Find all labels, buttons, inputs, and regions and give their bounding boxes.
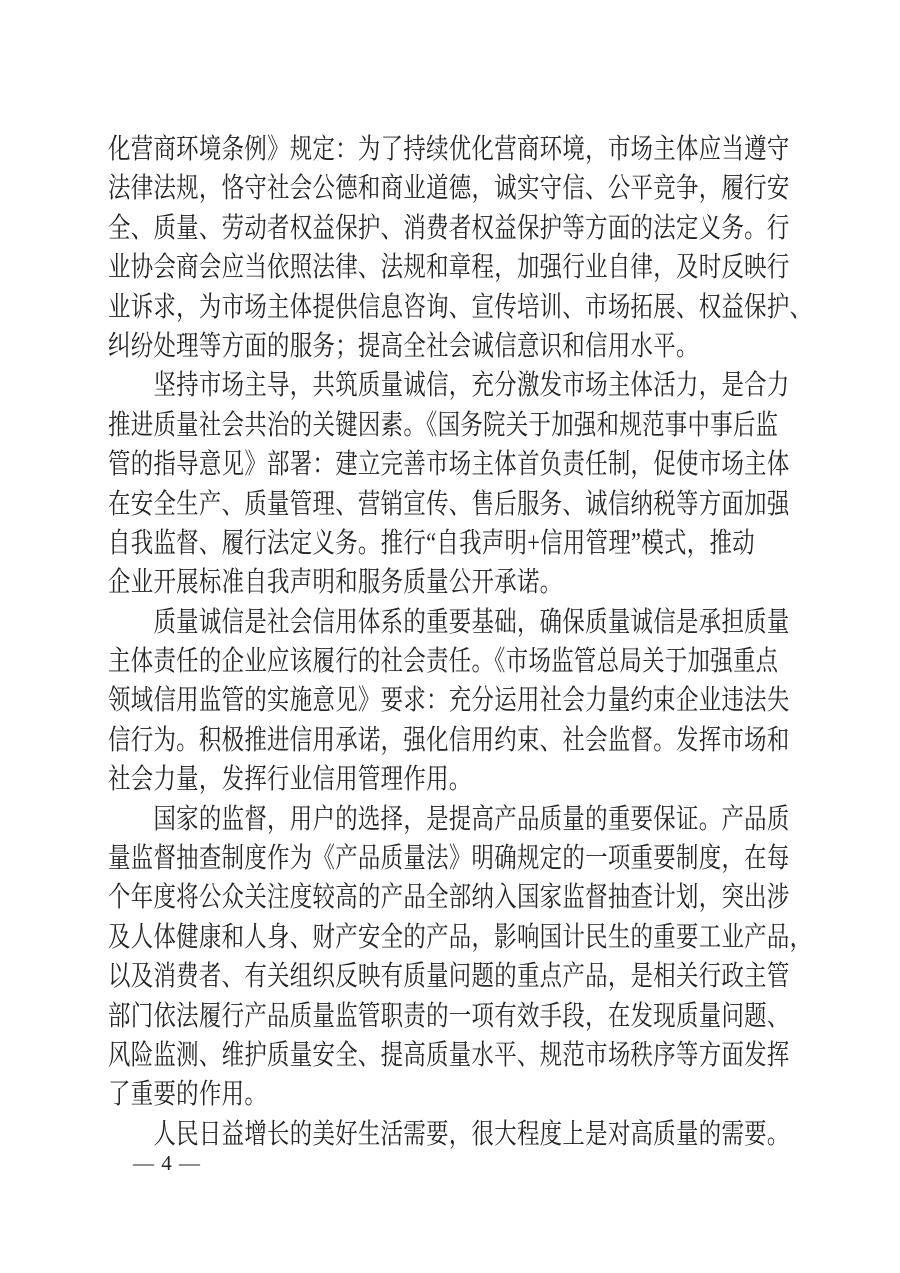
text-line: 部门依法履行产品质量监管职责的一项有效手段，在发现质量问题、 xyxy=(108,1000,790,1032)
text-line: 领域信用监管的实施意见》要求：充分运用社会力量约束企业违法失 xyxy=(108,685,790,717)
text-line: 业协会商会应当依照法律、法规和章程，加强行业自律，及时反映行 xyxy=(108,252,790,284)
text-line: 坚持市场主导，共筑质量诚信，充分激发市场主体活力，是合力 xyxy=(108,370,790,402)
text-line: 社会力量，发挥行业信用管理作用。 xyxy=(108,764,472,796)
text-line: 信行为。积极推进信用承诺，强化信用约束、社会监督。发挥市场和 xyxy=(108,724,790,756)
text-line: 质量诚信是社会信用体系的重要基础，确保质量诚信是承担质量 xyxy=(108,606,790,638)
text-line: 国家的监督，用户的选择，是提高产品质量的重要保证。产品质 xyxy=(108,803,790,835)
text-line: 纠纷处理等方面的服务；提高全社会诚信意识和信用水平。 xyxy=(108,330,699,362)
text-line: 以及消费者、有关组织反映有质量问题的重点产品，是相关行政主管 xyxy=(108,961,790,993)
text-line: 业诉求，为市场主体提供信息咨询、宣传培训、市场拓展、权益保护、 xyxy=(108,291,813,323)
text-line: 自我监督、履行法定义务。推行“自我声明+信用管理”模式，推动 xyxy=(108,527,755,559)
text-line: 化营商环境条例》规定：为了持续优化营商环境，市场主体应当遵守 xyxy=(108,134,790,165)
text-line: 个年度将公众关注度较高的产品全部纳入国家监督抽查计划，突出涉 xyxy=(108,882,790,914)
text-line: 推进质量社会共治的关键因素。《国务院关于加强和规范事中事后监 xyxy=(108,409,779,441)
text-line: 主体责任的企业应该履行的社会责任。《市场监管总局关于加强重点 xyxy=(108,646,779,678)
text-line: 量监督抽查制度作为《产品质量法》明确规定的一项重要制度，在每 xyxy=(108,843,790,875)
text-line: 人民日益增长的美好生活需要，很大程度上是对高质量的需要。 xyxy=(108,1118,790,1150)
text-line: 法律法规，恪守社会公德和商业道德，诚实守信、公平竞争，履行安 xyxy=(108,173,790,205)
text-line: 风险监测、维护质量安全、提高质量水平、规范市场秩序等方面发挥 xyxy=(108,1039,790,1071)
body-text-block xyxy=(108,130,813,1154)
page-number: — 4 — xyxy=(133,1151,201,1175)
text-line: 及人体健康和人身、财产安全的产品，影响国计民生的重要工业产品， xyxy=(108,921,813,953)
text-line: 管的指导意见》部署：建立完善市场主体首负责任制，促使市场主体 xyxy=(108,449,790,481)
text-line: 了重要的作用。 xyxy=(108,1079,268,1111)
text-line: 企业开展标准自我声明和服务质量公开承诺。 xyxy=(108,567,563,599)
text-line: 全、质量、劳动者权益保护、消费者权益保护等方面的法定义务。行 xyxy=(108,212,790,244)
text-line: 在安全生产、质量管理、营销宣传、售后服务、诚信纳税等方面加强 xyxy=(108,488,790,520)
